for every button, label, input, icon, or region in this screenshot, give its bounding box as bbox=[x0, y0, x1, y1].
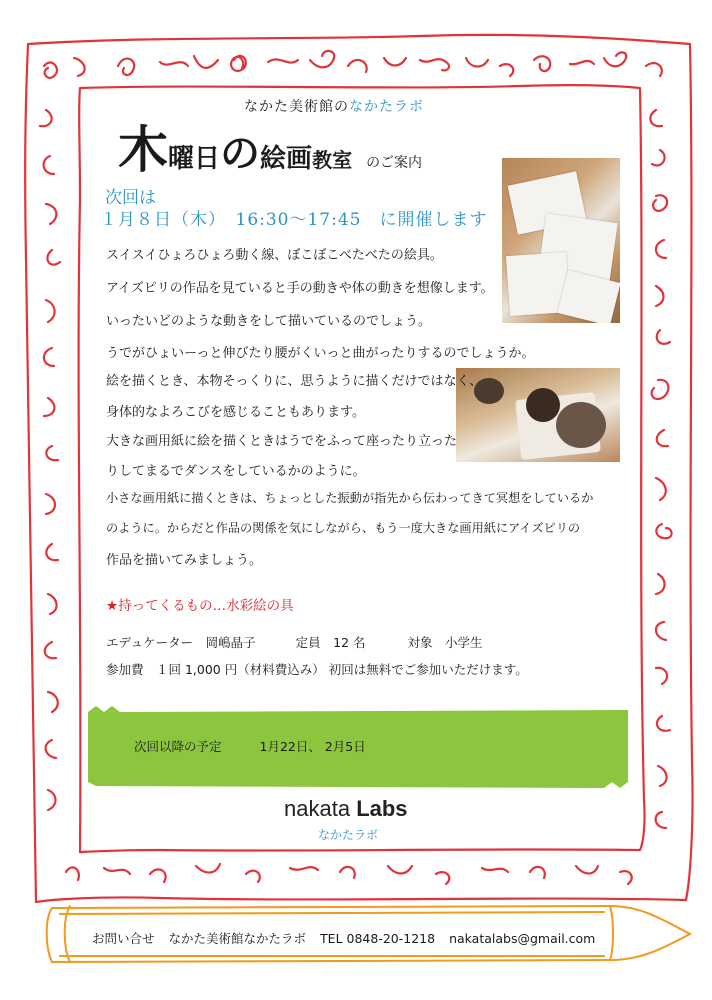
body-line: 小さな画用紙に描くときは、ちょっとした振動が指先から伝わってきて冥想をしているか bbox=[106, 491, 594, 505]
body-line: 作品を描いてみましょう。 bbox=[106, 553, 263, 568]
body-line: 大きな画用紙に絵を描くときはうでをふって座ったり立った bbox=[106, 434, 458, 449]
body-line: スイスイひょろひょろ動く線、ぼこぼこべたべたの絵具。 bbox=[106, 248, 443, 263]
title-char: 絵 bbox=[260, 144, 287, 174]
educator: エデュケーター 岡嶋晶子 bbox=[106, 635, 256, 650]
body-line: 身体的なよろこびを感じることもあります。 bbox=[106, 405, 365, 420]
fee-line: 参加費 １回 1,000 円（材料費込み） 初回は無料でご参加いただけます。 bbox=[106, 662, 528, 677]
body-line: いったいどのような動きをして描いているのでしょう。 bbox=[106, 314, 432, 329]
org-name: なかた美術館なかたラボ bbox=[168, 931, 307, 946]
target-audience: 対象 小学生 bbox=[407, 635, 483, 650]
logo-word2: Labs bbox=[356, 796, 408, 821]
title-char: 木 bbox=[118, 120, 168, 179]
photo-paper-on-floor bbox=[502, 158, 620, 323]
schedule-label: 次回以降の予定 bbox=[134, 739, 222, 754]
capacity: 定員 12 名 bbox=[295, 635, 366, 650]
title-note: のご案内 bbox=[366, 155, 423, 171]
next-session-label: 次回は bbox=[105, 188, 156, 208]
title-char: 曜 bbox=[168, 144, 195, 174]
inquiry-label: お問い合せ bbox=[92, 931, 155, 946]
page-title bbox=[118, 110, 423, 179]
body-line: 絵を描くとき、本物そっくりに、思うように描くだけではなく、 bbox=[106, 374, 483, 389]
title-char: 画 bbox=[286, 144, 313, 174]
footer-contact bbox=[92, 929, 609, 947]
logo bbox=[284, 796, 408, 822]
email[interactable]: nakatalabs@gmail.com bbox=[449, 931, 596, 946]
subtitle-prefix: なかた美術館の bbox=[244, 99, 349, 115]
title-char: の bbox=[220, 131, 261, 177]
logo-subtitle: なかたラボ bbox=[318, 828, 379, 842]
logo-word1: nakata bbox=[284, 796, 351, 821]
body-line: のように。からだと作品の関係を気にしながら、もう一度大きな画用紙にアイズピリの bbox=[106, 521, 581, 535]
title-char: 室 bbox=[332, 148, 353, 172]
bring-items: ★持ってくるもの…水彩絵の具 bbox=[106, 598, 294, 614]
schedule-dates: 1月22日、 2月5日 bbox=[259, 739, 366, 754]
body-line: アイズピリの作品を見ていると手の動きや体の動きを想像します。 bbox=[106, 281, 494, 296]
title-char: 教 bbox=[312, 148, 333, 172]
subtitle-accent: なかたラボ bbox=[349, 99, 424, 115]
schedule bbox=[134, 737, 366, 755]
next-session-date: １月８日（木） 16:30〜17:45 に開催します bbox=[100, 210, 488, 230]
title-char: 日 bbox=[194, 144, 221, 174]
body-line: うでがひょいーっと伸びたり腰がくいっと曲がったりするのでしょうか。 bbox=[106, 346, 535, 361]
tel: TEL 0848-20-1218 bbox=[320, 931, 436, 946]
info-line-1 bbox=[106, 633, 483, 651]
body-line: りしてまるでダンスをしているかのように。 bbox=[106, 464, 366, 479]
